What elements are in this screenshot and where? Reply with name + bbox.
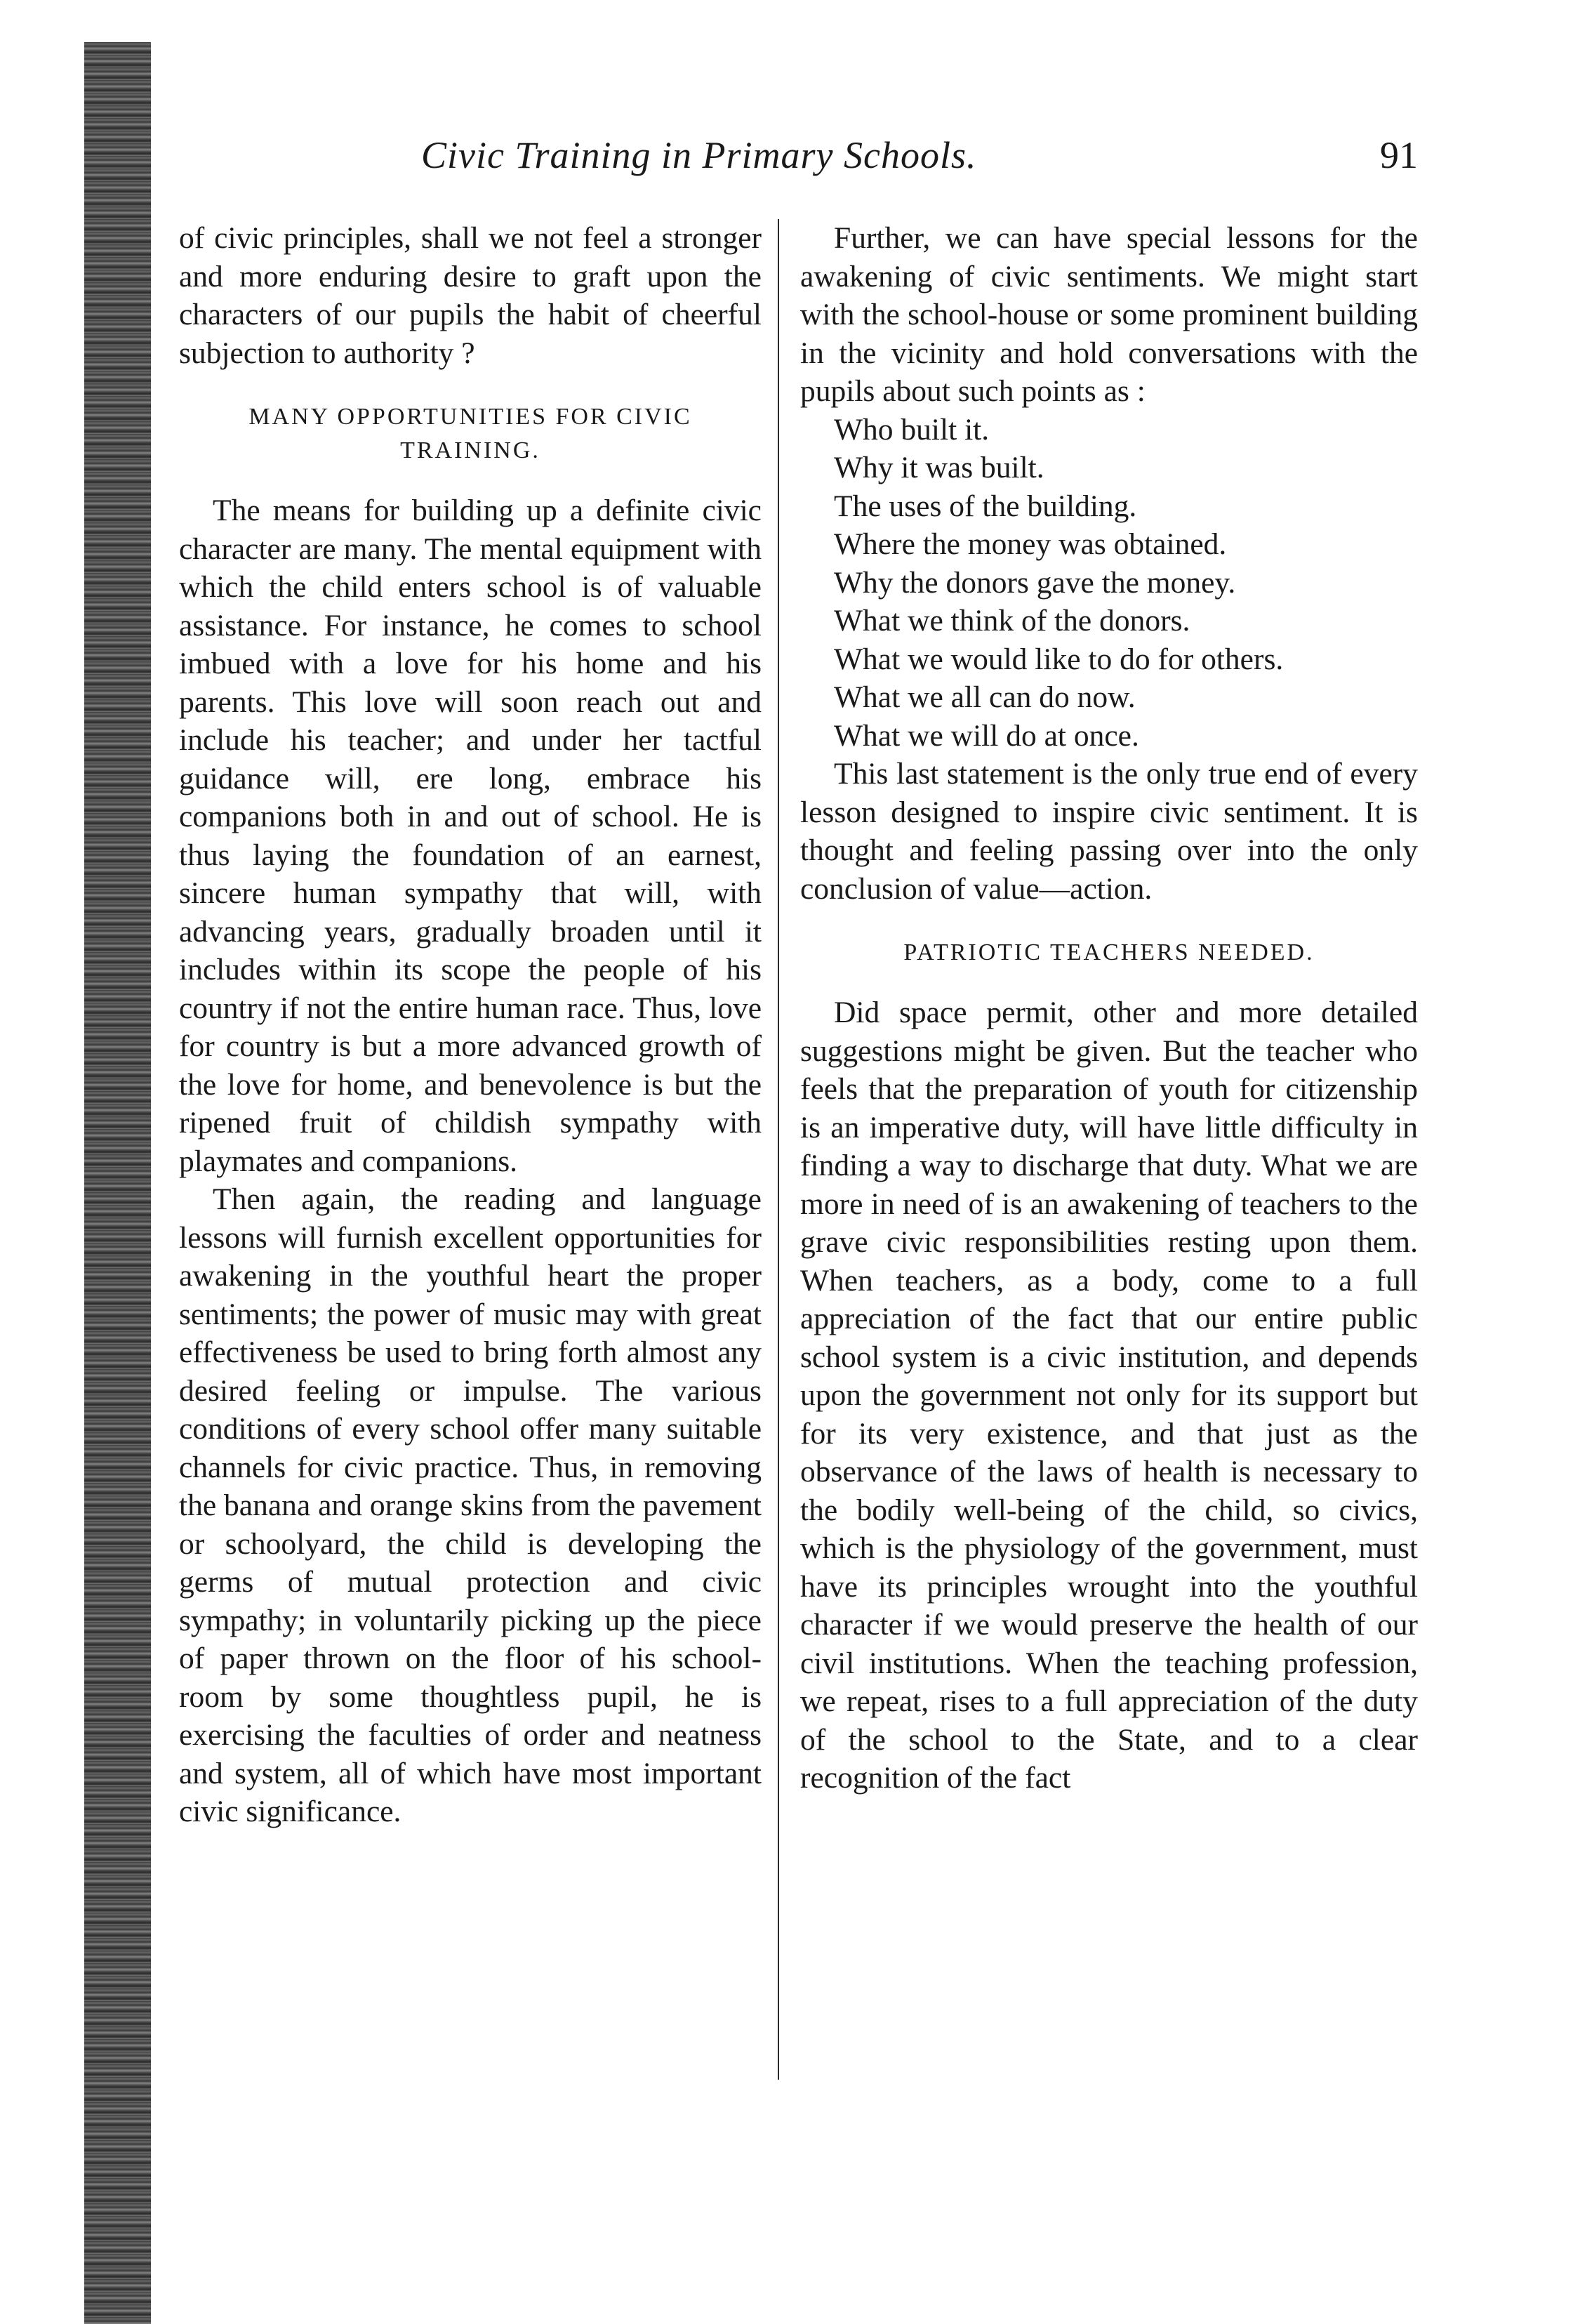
paragraph: Did space permit, other and more detailed suggestions might be given. But the teacher who feels that the preparation of youth for citizenship is an imperative duty, will have little difficulty in finding a way to discharge that duty. What we are more in need of is an awakening of teachers to the grave civic responsibilities resting upon them. When teachers, as a body, come to a full appreciation of the fact that our entire public school system is a civic institution, and depends upon the government not only for its support but for its very existence, and that just as the observance of the laws of health is necessary to the bodily well-being of the child, so civics, which is the physiology of the government, must have its principles wrought into the youthful character if we would preserve the health of our civil institutions. When the teaching profession, we repeat, rises to a full appreciation of the duty of the school to the State, and to a clear recognition of the fact bbox=[800, 996, 1418, 1795]
left-column bbox=[179, 219, 762, 1831]
list-item: Where the money was obtained. bbox=[834, 527, 1227, 561]
paragraph: The means for building up a definite civic character are many. The mental equipment with which the child enters school is of valuable assistance. For instance, he comes to school imbued with a love for his home and his parents. This love will soon reach out and include his teacher; and under her tactful guidance will, ere long, embrace his companions both in and out of school. He is thus laying the foundation of an earnest, sincere human sympathy that will, with advancing years, gradually broaden until it includes within its scope the people of his country if not the entire human race. Thus, love for country is but a more advanced growth of the love for home, and benevolence is but the ripened fruit of childish sympathy with playmates and companions. bbox=[179, 494, 762, 1178]
list-item: The uses of the building. bbox=[834, 489, 1137, 523]
page-header bbox=[168, 133, 1418, 190]
paragraph: Then again, the reading and language lessons will furnish excellent opportunities for awakening in the youthful heart the proper sentiments; the power of music may with great effectiveness be used to bring forth almost any desired feeling or impulse. The various conditions of every school offer many suitable channels for civic practice. Thus, in removing the banana and orange skins from the pavement or schoolyard, the child is developing the germs of mutual protection and civic sympathy; in voluntarily picking up the piece of paper thrown on the floor of his school-room by some thoughtless pupil, he is exercising the faculties of order and neatness and system, all of which have most important civic significance. bbox=[179, 1182, 762, 1828]
list-item: What we think of the donors. bbox=[834, 604, 1190, 638]
points-list bbox=[800, 411, 1418, 755]
paragraph: This last statement is the only true end of every lesson designed to inspire civic sentiment. It is thought and feeling passing over into the only conclusion of value—action. bbox=[800, 757, 1418, 906]
section-heading: PATRIOTIC TEACHERS NEEDED. bbox=[903, 939, 1315, 965]
book-page bbox=[168, 0, 1418, 2324]
paragraph: Further, we can have special lessons for the awakening of civic sentiments. We might start with the school-house or some prominent building in the vicinity and hold conversations with the pupils about such points as : bbox=[800, 221, 1418, 408]
list-item: What we will do at once. bbox=[834, 718, 1139, 753]
column-divider bbox=[778, 219, 779, 2080]
paragraph: of civic principles, shall we not feel a stronger and more enduring desire to graft upon the characters of our pupils the habit of cheerful subjection to authority ? bbox=[179, 221, 762, 370]
list-item: Why the donors gave the money. bbox=[834, 565, 1236, 600]
right-column bbox=[800, 219, 1418, 1797]
list-item: Why it was built. bbox=[834, 451, 1044, 484]
book-binding-edge bbox=[84, 42, 151, 2324]
list-item: Who built it. bbox=[834, 412, 990, 447]
list-item: What we all can do now. bbox=[834, 680, 1136, 714]
running-head: Civic Training in Primary Schools. bbox=[421, 134, 977, 176]
page-number: 91 bbox=[1380, 134, 1418, 176]
list-item: What we would like to do for others. bbox=[834, 642, 1284, 676]
section-heading: MANY OPPORTUNITIES FOR CIVIC TRAINING. bbox=[248, 404, 692, 463]
